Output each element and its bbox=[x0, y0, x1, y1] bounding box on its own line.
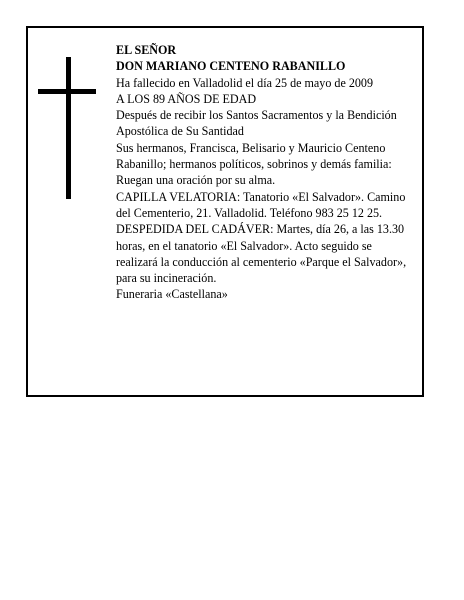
notice-text-block bbox=[116, 42, 416, 303]
sacraments-paragraph: Después de recibir los Santos Sacramentos y la Bendición Apostólica de Su Santidad bbox=[116, 108, 397, 139]
cross-icon bbox=[38, 57, 96, 199]
obituary-notice bbox=[26, 26, 424, 397]
family-paragraph: Sus hermanos, Francisca, Belisario y Mauricio Centeno Rabanillo; hermanos políticos, sobrinos y demás familia: bbox=[116, 140, 392, 172]
notice-heading: EL SEÑOR bbox=[116, 43, 177, 57]
age-line: A LOS 89 AÑOS DE EDAD bbox=[116, 91, 257, 106]
prayer-line: Ruegan una oración por su alma. bbox=[116, 173, 276, 188]
chapel-paragraph: CAPILLA VELATORIA: Tanatorio «El Salvador». Camino del Cementerio, 21. Valladolid. Teléfono 983 25 12 25. bbox=[116, 189, 406, 220]
death-line: Ha fallecido en Valladolid el día 25 de mayo de 2009 bbox=[116, 75, 374, 90]
deceased-name: DON MARIANO CENTENO RABANILLO bbox=[116, 59, 346, 74]
cross-vertical-bar bbox=[66, 57, 71, 199]
funeral-home-line: Funeraria «Castellana» bbox=[116, 287, 228, 302]
cross-horizontal-bar bbox=[38, 89, 96, 94]
farewell-paragraph: DESPEDIDA DEL CADÁVER: Martes, día 26, a las 13.30 horas, en el tanatorio «El Salvador». Acto seguido se realizará la conducción al cementerio «Parque el Salvador», para su incineración. bbox=[116, 222, 407, 286]
